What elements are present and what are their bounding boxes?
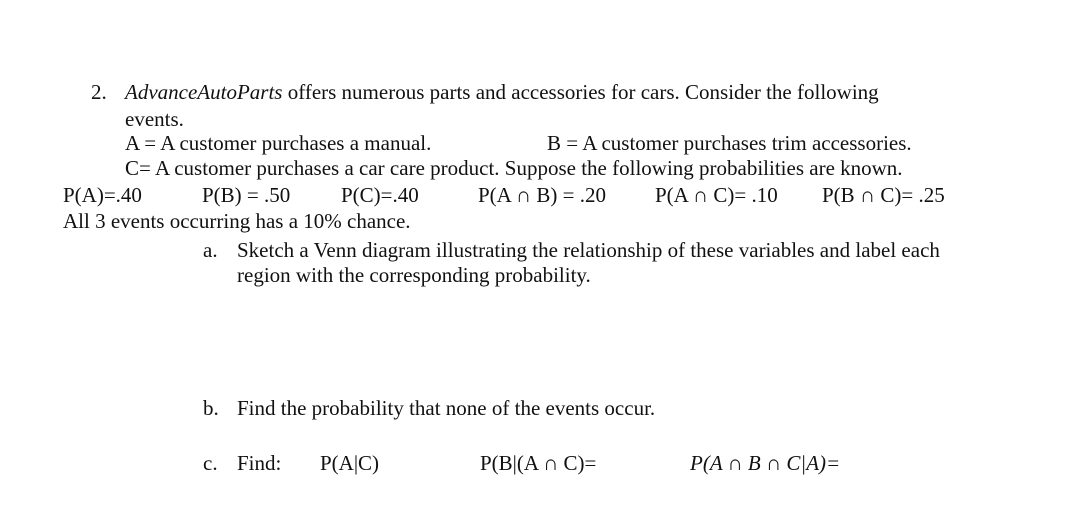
part-b-text: Find the probability that none of the events occur. bbox=[237, 396, 656, 420]
event-b-definition: B = A customer purchases trim accessories. bbox=[547, 131, 912, 155]
part-b-label: b. bbox=[203, 396, 219, 420]
part-c-label: c. bbox=[203, 451, 218, 475]
part-a-label: a. bbox=[203, 238, 218, 262]
prob-b-and-c: P(B ∩ C)= .25 bbox=[822, 183, 945, 207]
question-p-b-given-a-and-c: P(B|(A ∩ C)= bbox=[480, 451, 597, 475]
all-three-statement: All 3 events occurring has a 10% chance. bbox=[63, 209, 411, 233]
part-c-find: Find: bbox=[237, 451, 282, 475]
intro-continuation: events. bbox=[125, 107, 184, 131]
company-name: AdvanceAutoParts bbox=[125, 80, 283, 104]
prob-a: P(A)=.40 bbox=[63, 183, 142, 207]
problem-intro-line1 bbox=[125, 82, 879, 103]
prob-c: P(C)=.40 bbox=[341, 183, 419, 207]
prob-b: P(B) = .50 bbox=[202, 183, 291, 207]
event-a-definition: A = A customer purchases a manual. bbox=[125, 131, 432, 155]
part-a-text-line2: region with the corresponding probability. bbox=[237, 263, 591, 287]
prob-a-and-c: P(A ∩ C)= .10 bbox=[655, 183, 778, 207]
event-c-definition: C= A customer purchases a car care product. Suppose the following probabilities are known. bbox=[125, 156, 903, 180]
question-p-abc-given-a: P(A ∩ B ∩ C|A)= bbox=[690, 451, 841, 475]
question-p-a-given-c: P(A|C) bbox=[320, 451, 380, 475]
prob-a-and-b: P(A ∩ B) = .20 bbox=[478, 183, 606, 207]
intro-text: offers numerous parts and accessories for cars. Consider the following bbox=[287, 80, 879, 104]
part-a-text-line1: Sketch a Venn diagram illustrating the relationship of these variables and label each bbox=[237, 238, 940, 262]
problem-number: 2. bbox=[91, 80, 107, 104]
